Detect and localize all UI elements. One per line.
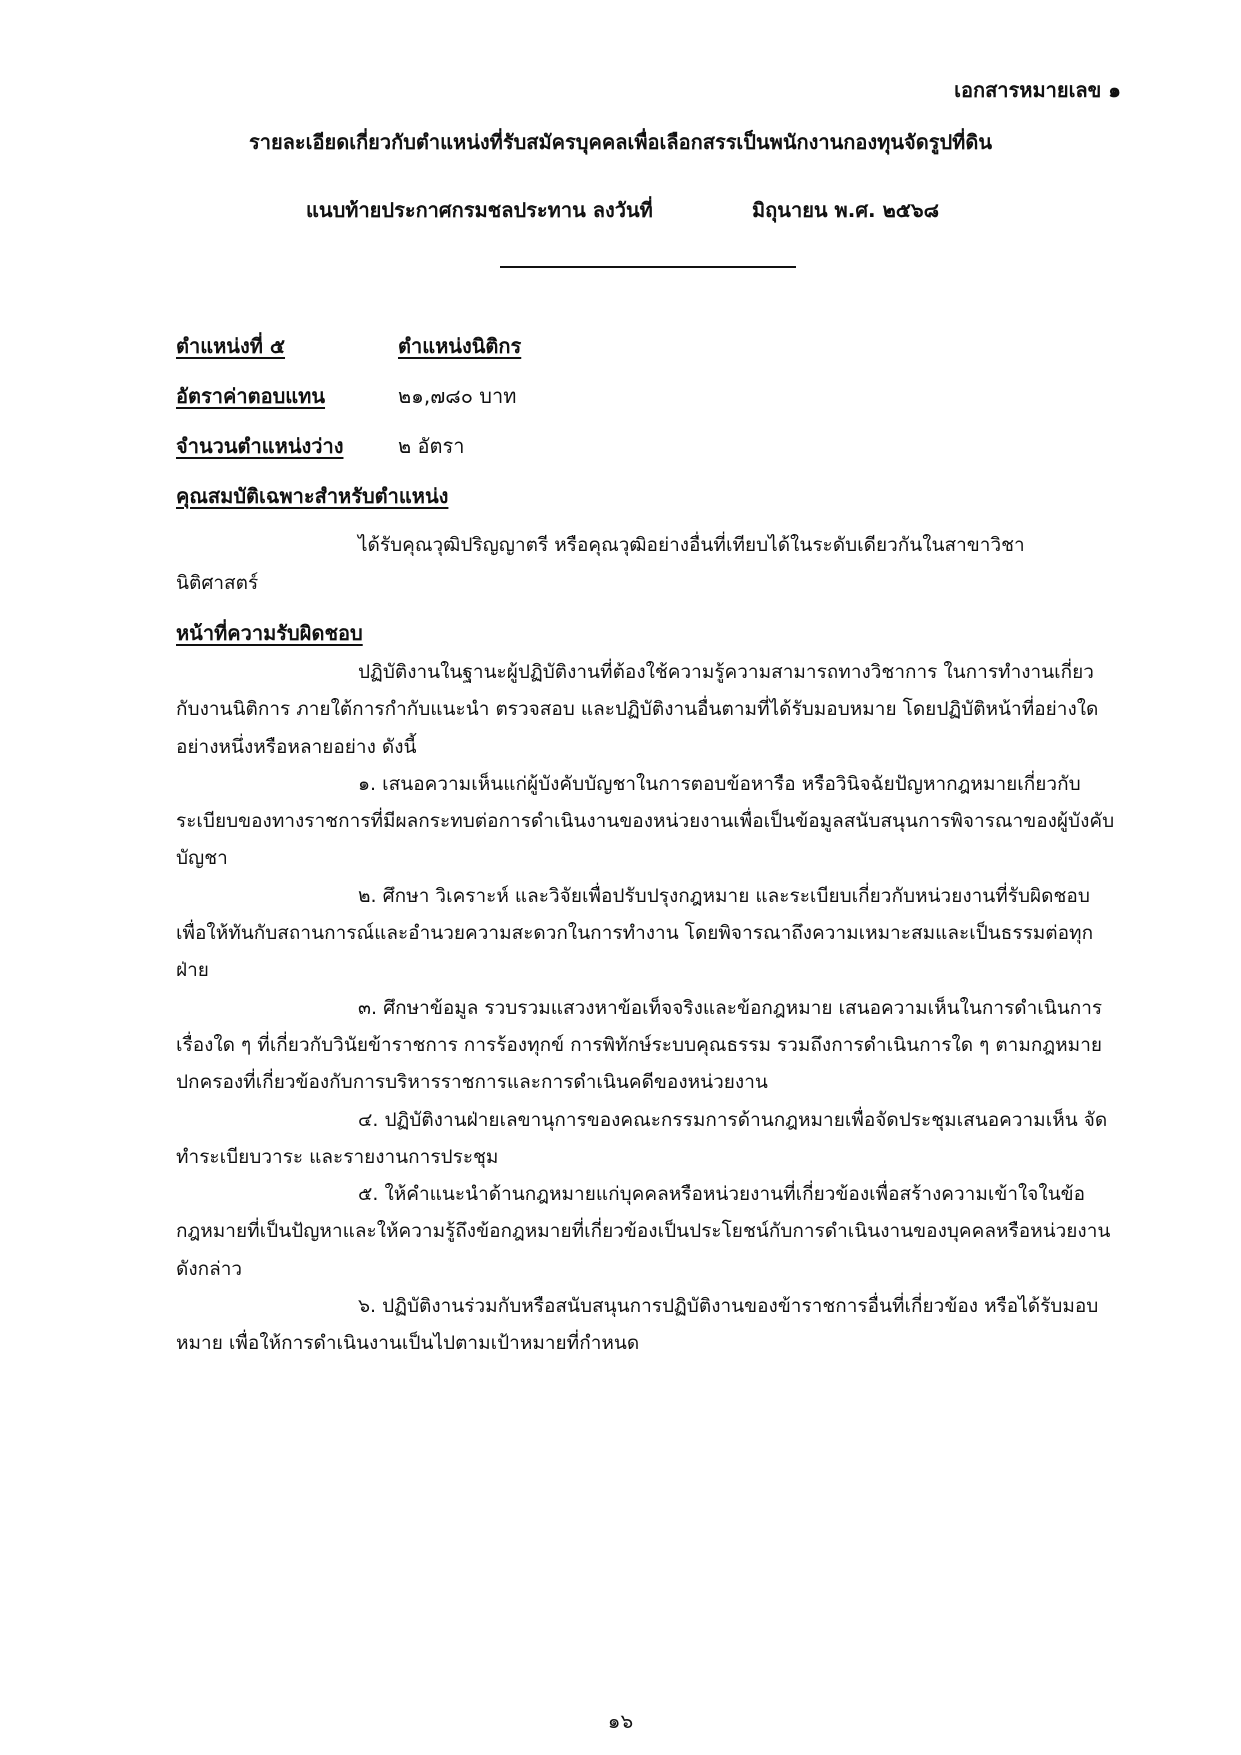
vacancy-value: ๒ อัตรา xyxy=(398,434,465,458)
vacancy-label: จำนวนตำแหน่งว่าง xyxy=(176,434,344,458)
duty-item-2: ๒. ศึกษา วิเคราะห์ และวิจัยเพื่อปรับปรุงกฎหมาย และระเบียบเกี่ยวกับหน่วยงานที่รับผิดชอบเพื่อให้ทันกับสถานการณ์และอำนวยความสะดวกในการทำงาน โดยพิจารณาถึงความเหมาะสมและเป็นธรรมต่อทุกฝ่าย xyxy=(176,884,1094,982)
title-divider xyxy=(500,266,796,268)
salary-label: อัตราค่าตอบแทน xyxy=(176,384,326,408)
duty-item-3: ๓. ศึกษาข้อมูล รวบรวมแสวงหาข้อเท็จจริงและข้อกฎหมาย เสนอความเห็นในการดำเนินการเรื่องใด ๆ ที่เกี่ยวกับวินัยข้าราชการ การร้องทุกข์ การพิทักษ์ระบบคุณธรรม รวมถึงการดำเนินการใด ๆ ตามกฎหมายปกครองที่เกี่ยวข้องกับการบริหารราชการและการดำเนินคดีของหน่วยงาน xyxy=(176,996,1103,1094)
duty-item-1: ๑. เสนอความเห็นแก่ผู้บังคับบัญชาในการตอบข้อหารือ หรือวินิจฉัยปัญหากฎหมายเกี่ยวกับระเบียบของทางราชการที่มีผลกระทบต่อการดำเนินงานของหน่วยงานเพื่อเป็นข้อมูลสนับสนุนการพิจารณาของผู้บังคับบัญชา xyxy=(176,772,1115,870)
qualification-heading: คุณสมบัติเฉพาะสำหรับตำแหน่ง xyxy=(176,484,449,508)
duties-body xyxy=(176,654,1116,1363)
duties-heading: หน้าที่ความรับผิดชอบ xyxy=(176,621,363,645)
qualification-line-2: นิติศาสตร์ xyxy=(176,572,259,594)
page-title: รายละเอียดเกี่ยวกับตำแหน่งที่รับสมัครบุคคลเพื่อเลือกสรรเป็นพนักงานกองทุนจัดรูปที่ดิน xyxy=(248,130,993,154)
subtitle-date: มิถุนายน พ.ศ. ๒๕๖๘ xyxy=(752,198,940,222)
position-name: ตำแหน่งนิติกร xyxy=(398,334,522,358)
page-number: ๑๖ xyxy=(607,1709,634,1733)
duty-item-4: ๔. ปฏิบัติงานฝ่ายเลขานุการของคณะกรรมการด้านกฎหมายเพื่อจัดประชุมเสนอความเห็น จัดทำระเบียบวาระ และรายงานการประชุม xyxy=(176,1108,1108,1168)
qualification-line-1: ได้รับคุณวุฒิปริญญาตรี หรือคุณวุฒิอย่างอื่นที่เทียบได้ในระดับเดียวกันในสาขาวิชา xyxy=(358,534,1025,556)
salary-value: ๒๑,๗๘๐ บาท xyxy=(398,384,517,408)
duties-intro: ปฏิบัติงานในฐานะผู้ปฏิบัติงานที่ต้องใช้ความรู้ความสามารถทางวิชาการ ในการทำงานเกี่ยวกับงานนิติการ ภายใต้การกำกับแนะนำ ตรวจสอบ และปฏิบัติงานอื่นตามที่ได้รับมอบหมาย โดยปฏิบัติหน้าที่อย่างใดอย่างหนึ่งหรือหลายอย่าง ดังนี้ xyxy=(176,661,1099,758)
position-number-label: ตำแหน่งที่ ๕ xyxy=(176,334,286,358)
subtitle-announcement: แนบท้ายประกาศกรมชลประทาน ลงวันที่ xyxy=(306,198,653,222)
duty-item-6: ๖. ปฏิบัติงานร่วมกับหรือสนับสนุนการปฏิบัติงานของข้าราชการอื่นที่เกี่ยวข้อง หรือได้รับมอบหมาย เพื่อให้การดำเนินงานเป็นไปตามเป้าหมายที่กำหนด xyxy=(176,1295,1099,1355)
duty-item-5: ๕. ให้คำแนะนำด้านกฎหมายแก่บุคคลหรือหน่วยงานที่เกี่ยวข้องเพื่อสร้างความเข้าใจในข้อกฎหมายที่เป็นปัญหาและให้ความรู้ถึงข้อกฎหมายที่เกี่ยวข้องเป็นประโยชน์กับการดำเนินงานของบุคคลหรือหน่วยงานดังกล่าว xyxy=(176,1183,1111,1280)
document-number: เอกสารหมายเลข ๑ xyxy=(954,78,1121,102)
